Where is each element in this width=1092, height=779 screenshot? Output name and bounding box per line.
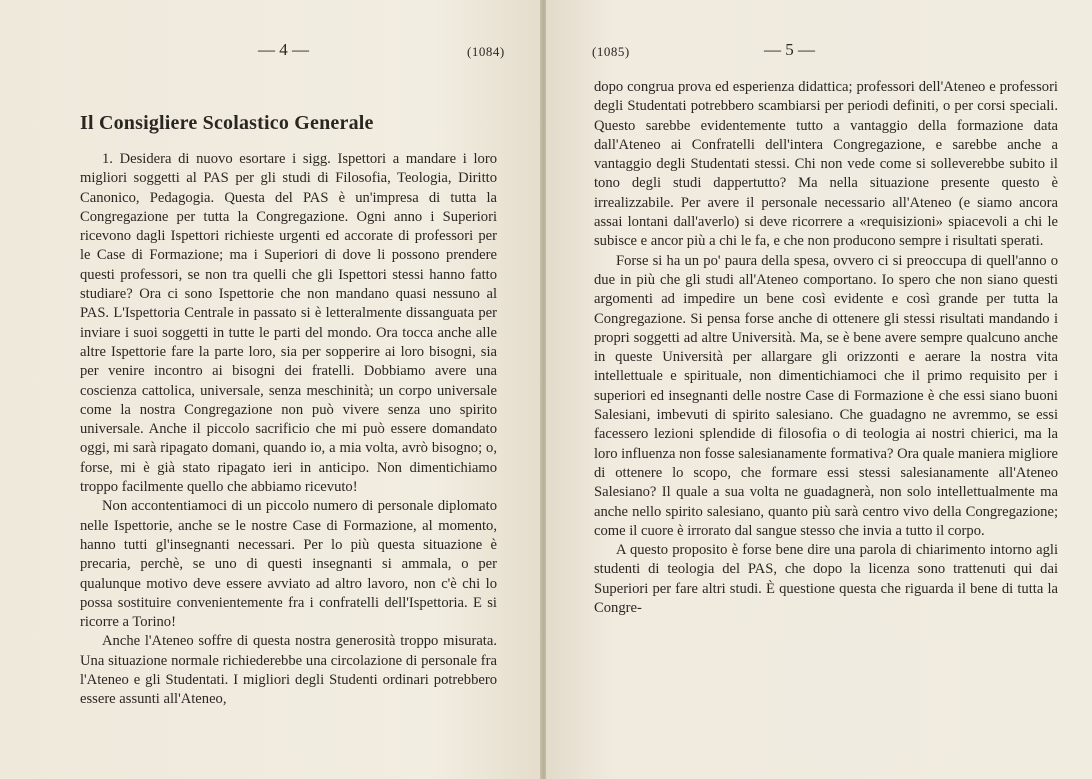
catalog-number: (1084) <box>467 44 505 59</box>
paragraph: Forse si ha un po' paura della spesa, ovvero ci si preoccupa di quell'anno o due in più che gli studi all'Ateneo comportano. Io spero che non siano questi argomenti ad impedire un bene così evidente e così grande per tutta la Congregazione. Si pensa forse anche di ottenere gli stessi risultati mandando i propri soggetti ad altre Università. Ma, se è bene avere sempre qualcuno anche in queste Università per allargare gli orizzonti e aerare la nostra vita intellettuale e spirituale, non dimentichiamoci che il primo requisito per i superiori ed insegnanti delle nostre Case di Formazione è che essi siano buoni Salesiani, imbevuti di spirito salesiano. Che guadagno ne avremmo, se essi facessero lezioni splendide di filosofia o di teologia ai nostri chierici, ma la loro influenza non fosse salesianamente formativa? Ora quale maniera migliore di ottenere lo scopo, che formare essi stessi salesianamente all'Ateneo Salesiano? Il quale a sua volta ne guadagnerà, non solo intellettualmente ma anche nello spirito salesiano, quanto più sarà centro vivo della Congregazione; come il cuore è irrorato dal sangue stesso che invia a tutto il corpo. <box>594 252 1058 539</box>
body-text <box>80 150 497 710</box>
left-page <box>0 0 543 779</box>
body-text <box>594 78 1058 618</box>
page-number: — 4 — <box>258 40 309 59</box>
catalog-number: (1085) <box>592 44 630 59</box>
paragraph: Anche l'Ateneo soffre di questa nostra generosità troppo misurata. Una situazione normale richiederebbe una circolazione di personale fra l'Ateneo e gli Studentati. I migliori degli Studenti ordinari potrebbero essere assunti all'Ateneo, <box>80 633 497 708</box>
section-title: Il Consigliere Scolastico Generale <box>80 112 374 134</box>
page-number: — 5 — <box>764 40 815 59</box>
paragraph: A questo proposito è forse bene dire una parola di chiarimento intorno agli studenti di teologia del PAS, che dopo la licenza sono trattenuti qui dai Superiori per fare altri studi. È questione questa che riguarda il bene di tutta la Congre- <box>594 542 1058 617</box>
paragraph: Non accontentiamoci di un piccolo numero di personale diplomato nelle Ispettorie, anche se le nostre Case di Formazione, al momento, hanno tutti gl'insegnanti necessari. Per lo più questa situazione è precaria, perchè, se uno di questi insegnanti si ammala, o per qualunque motivo deve essere avviato ad altro lavoro, non c'è chi lo possa sostituire convenientemente fra i confratelli dell'Ispettoria. E si ricorre a Torino! <box>80 498 497 631</box>
paragraph: 1. Desidera di nuovo esortare i sigg. Ispettori a mandare i loro migliori soggetti al PAS per gli studi di Filosofia, Teologia, Diritto Canonico, Pedagogia. Questa del PAS è un'impresa di tutta la Congregazione per tutta la Congregazione. Ogni anno i Superiori ricevono dagli Ispettori richieste urgenti ed accorate di professori per le Case di Formazione; ma i Superiori di dove li possono prendere questi professori, se non tra quelli che gli Ispettori stessi hanno fatto studiare? Ora ci sono Ispettorie che non mandano quasi nessuno al PAS. L'Ispettoria Centrale in passato si è letteralmente dissanguata per inviare i suoi soggetti in tutte le parti del mondo. Ora tocca anche alle altre Ispettorie fare la parte loro, sia per sopperire ai loro bisogni, sia per venire incontro ai bisogni dei fratelli. Dobbiamo avere una coscienza cattolica, universale, senza meschinità; un corpo universale come la nostra Congregazione non può vivere senza uno spirito universale. Anche il piccolo sacrificio che mi può essere domandato oggi, mi sarà ripagato domani, quando io, a mia volta, avrò bisogno; o, forse, mi è già stato ripagato ieri in anticipo. Non dimentichiamo troppo facilmente quello che abbiamo ricevuto! <box>80 151 497 496</box>
paragraph: dopo congrua prova ed esperienza didattica; professori dell'Ateneo e professori degli Studentati potrebbero scambiarsi per periodi definiti, o per corsi speciali. Questo sarebbe evidentemente tutto a vantaggio della formazione data dall'Ateneo ai Confratelli dell'intera Congregazione, e sarebbe anche a vantaggio degli Studentati stessi. Chi non vede come si solleverebbe subito il tono degli studi dappertutto? Ma nella situazione presente questo è irrealizzabile. Per avere il personale necessario all'Ateneo (e siamo ancora assai lontani dall'averlo) si deve ricorrere a «requisizioni» spiacevoli a chi le subisce e ancor più a chi le fa, e che non producono sempre i risultati sperati. <box>594 79 1058 250</box>
right-page <box>546 0 1092 779</box>
